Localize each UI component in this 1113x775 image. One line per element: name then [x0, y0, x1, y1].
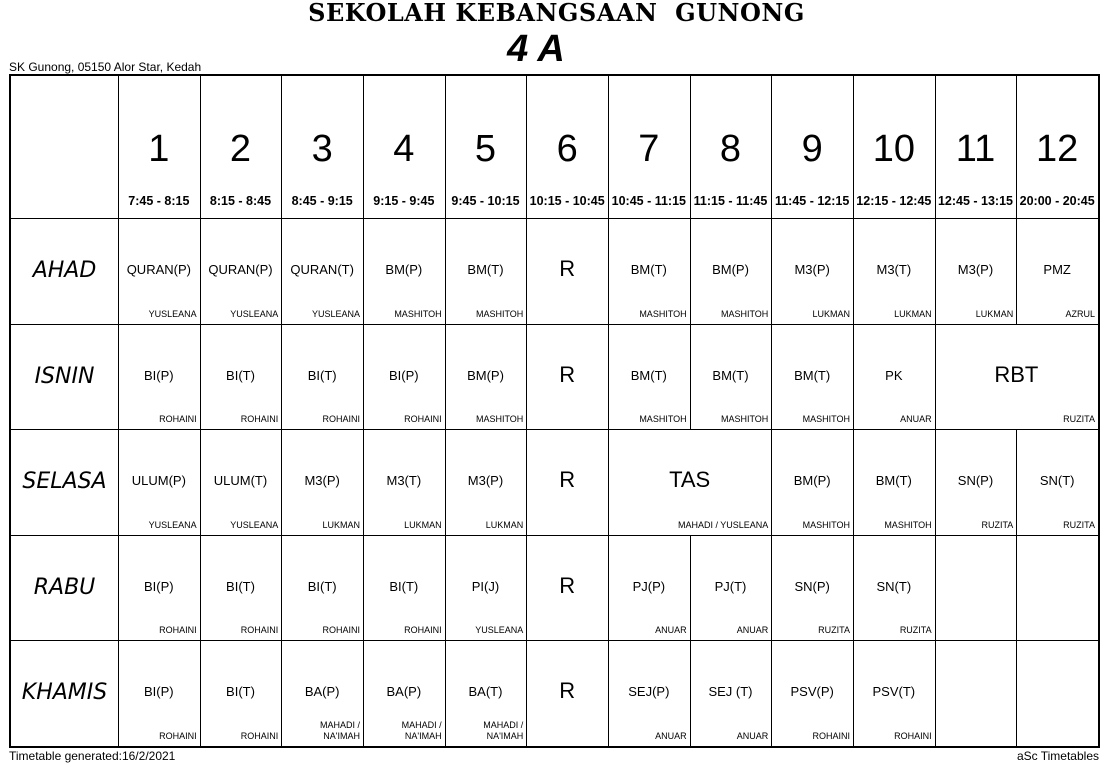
- lesson-subject: BI(P): [144, 578, 174, 594]
- lesson-cell: [363, 640, 445, 746]
- lesson-cell: [935, 324, 1098, 430]
- lesson-cell: [363, 429, 445, 535]
- lesson-cell: [771, 640, 853, 746]
- period-time: 11:15 - 11:45: [693, 194, 768, 208]
- lesson-subject: M3(T): [386, 473, 422, 489]
- lesson-cell: [771, 535, 853, 641]
- lesson-subject: BM(P): [467, 367, 504, 383]
- lesson-teacher: MASHITOH: [475, 414, 524, 425]
- lesson-teacher: MASHITOH: [720, 308, 769, 319]
- lesson-teacher: ROHAINI: [404, 625, 442, 636]
- period-number: 6: [556, 128, 578, 170]
- lesson-teacher: YUSLEANA: [230, 308, 279, 319]
- period-header: [935, 76, 1017, 218]
- lesson-subject: BI(P): [144, 684, 174, 700]
- lesson-subject: QURAN(T): [290, 262, 354, 277]
- column-divider: [445, 76, 446, 218]
- day-cell: [11, 324, 118, 430]
- period-time: 11:45 - 12:15: [774, 194, 850, 208]
- lesson-cell: [118, 324, 200, 430]
- lesson-subject: QURAN(P): [208, 262, 273, 277]
- period-number: 7: [638, 128, 660, 170]
- period-number: 12: [1036, 128, 1079, 170]
- lesson-subject: BI(T): [389, 578, 419, 594]
- lesson-teacher: RUZITA: [1063, 414, 1095, 425]
- lesson-teacher: MAHADI / NA'IMAH: [483, 719, 524, 741]
- period-time: 10:15 - 10:45: [529, 194, 605, 208]
- day-cell: [11, 429, 118, 535]
- period-time: 7:45 - 8:15: [128, 194, 190, 208]
- lesson-teacher: RUZITA: [818, 625, 850, 636]
- lesson-subject: BI(P): [144, 367, 174, 383]
- period-header: [1016, 76, 1098, 218]
- lesson-teacher: ANUAR: [736, 730, 769, 741]
- lesson-subject: R: [559, 467, 576, 493]
- lesson-teacher: MASHITOH: [394, 308, 442, 319]
- lesson-teacher: MAHADI / YUSLEANA: [677, 519, 769, 530]
- lesson-cell: [363, 218, 445, 324]
- lesson-cell: [690, 640, 772, 746]
- lesson-teacher: RUZITA: [899, 625, 932, 636]
- lesson-cell: [608, 218, 690, 324]
- lesson-teacher: MASHITOH: [802, 414, 850, 425]
- lesson-cell: [935, 535, 1017, 641]
- brand-label: aSc Timetables: [1016, 749, 1099, 763]
- school-address: SK Gunong, 05150 Alor Star, Kedah: [9, 60, 202, 74]
- lesson-subject: M3(P): [957, 262, 994, 277]
- lesson-teacher: LUKMAN: [485, 519, 524, 530]
- period-header: [608, 76, 690, 218]
- timetable-grid: [9, 74, 1100, 748]
- lesson-teacher: ANUAR: [655, 625, 687, 636]
- lesson-subject: M3(P): [467, 473, 504, 489]
- lesson-cell: [445, 429, 527, 535]
- lesson-subject: BM(T): [630, 262, 667, 277]
- lesson-teacher: LUKMAN: [322, 519, 360, 530]
- lesson-teacher: MAHADI / NA'IMAH: [319, 719, 360, 741]
- lesson-subject: BM(T): [630, 367, 667, 383]
- lesson-teacher: ROHAINI: [240, 414, 279, 425]
- day-cell: [11, 218, 118, 324]
- lesson-subject: PMZ: [1043, 262, 1071, 277]
- lesson-cell: [526, 324, 608, 430]
- lesson-subject: BM(T): [875, 473, 912, 489]
- lesson-subject: SN(T): [1039, 473, 1075, 489]
- lesson-teacher: MASHITOH: [720, 414, 769, 425]
- lesson-subject: PJ(P): [632, 578, 666, 594]
- lesson-cell: [526, 535, 608, 641]
- lesson-subject: BA(P): [386, 684, 422, 700]
- period-header: [445, 76, 527, 218]
- period-time: 20:00 - 20:45: [1019, 194, 1095, 208]
- lesson-teacher: LUKMAN: [894, 308, 932, 319]
- lesson-subject: SN(T): [876, 578, 912, 594]
- period-number: 4: [393, 128, 415, 170]
- lesson-cell: [608, 429, 771, 535]
- lesson-teacher: AZRUL: [1065, 308, 1095, 319]
- lesson-subject: BI(T): [226, 684, 255, 700]
- lesson-cell: [771, 324, 853, 430]
- lesson-cell: [771, 218, 853, 324]
- period-header: [363, 76, 445, 218]
- lesson-teacher: MASHITOH: [802, 519, 850, 530]
- period-time: 8:45 - 9:15: [291, 194, 353, 208]
- lesson-subject: BM(T): [467, 262, 504, 277]
- lesson-teacher: ROHAINI: [159, 625, 197, 636]
- lesson-cell: [200, 535, 282, 641]
- lesson-cell: [200, 640, 282, 746]
- lesson-subject: R: [559, 572, 576, 598]
- lesson-teacher: MAHADI / NA'IMAH: [401, 719, 442, 741]
- lesson-teacher: ROHAINI: [240, 625, 279, 636]
- lesson-teacher: ROHAINI: [404, 414, 442, 425]
- lesson-teacher: ROHAINI: [812, 730, 850, 741]
- period-header: [200, 76, 282, 218]
- column-divider: [771, 76, 772, 218]
- period-number: 9: [801, 128, 823, 170]
- lesson-cell: [771, 429, 853, 535]
- lesson-cell: [200, 324, 282, 430]
- lesson-cell: [853, 324, 935, 430]
- day-name: ISNIN: [34, 363, 95, 389]
- lesson-subject: BM(T): [712, 367, 749, 383]
- lesson-cell: [445, 535, 527, 641]
- lesson-teacher: ANUAR: [655, 730, 687, 741]
- lesson-subject: SEJ (T): [708, 684, 753, 700]
- lesson-teacher: YUSLEANA: [148, 308, 197, 319]
- column-divider: [853, 76, 854, 218]
- period-number: 8: [719, 128, 742, 170]
- lesson-cell: [118, 218, 200, 324]
- lesson-cell: [526, 640, 608, 746]
- lesson-cell: [281, 218, 363, 324]
- lesson-cell: [1016, 429, 1098, 535]
- column-divider: [363, 76, 364, 218]
- lesson-cell: [853, 640, 935, 746]
- lesson-subject: PK: [885, 367, 903, 383]
- period-number: 10: [872, 128, 915, 170]
- lesson-subject: SN(P): [794, 578, 830, 594]
- lesson-subject: PJ(T): [714, 578, 747, 594]
- day-name: SELASA: [22, 469, 107, 495]
- lesson-cell: [363, 324, 445, 430]
- period-time: 8:15 - 8:45: [209, 194, 272, 208]
- lesson-cell: [118, 640, 200, 746]
- lesson-cell: [853, 218, 935, 324]
- column-divider: [200, 76, 201, 218]
- lesson-subject: BI(T): [307, 578, 337, 594]
- lesson-teacher: MASHITOH: [884, 519, 932, 530]
- lesson-teacher: YUSLEANA: [230, 519, 279, 530]
- day-cell: [11, 640, 118, 746]
- lesson-cell: [526, 429, 608, 535]
- column-divider: [608, 76, 609, 218]
- lesson-teacher: ANUAR: [736, 625, 769, 636]
- lesson-cell: [935, 218, 1017, 324]
- lesson-subject: M3(T): [876, 262, 912, 277]
- lesson-teacher: MASHITOH: [475, 308, 524, 319]
- lesson-subject: BM(P): [385, 262, 423, 277]
- lesson-cell: [853, 429, 935, 535]
- lesson-subject: BA(T): [468, 684, 503, 700]
- period-header: [281, 76, 363, 218]
- period-number: 2: [229, 128, 252, 170]
- lesson-cell: [445, 218, 527, 324]
- period-number: 1: [148, 128, 170, 170]
- lesson-cell: [690, 218, 772, 324]
- lesson-teacher: YUSLEANA: [311, 308, 360, 319]
- column-divider: [690, 76, 691, 218]
- lesson-subject: R: [559, 678, 576, 704]
- lesson-cell: [363, 535, 445, 641]
- period-time: 12:15 - 12:45: [856, 194, 932, 208]
- period-time: 9:15 - 9:45: [373, 194, 435, 208]
- period-number: 5: [474, 128, 497, 170]
- lesson-cell: [690, 324, 772, 430]
- lesson-teacher: ROHAINI: [322, 414, 360, 425]
- period-time: 10:45 - 11:15: [611, 194, 686, 208]
- lesson-teacher: ROHAINI: [240, 730, 279, 741]
- lesson-teacher: ROHAINI: [894, 730, 932, 741]
- column-divider: [935, 76, 936, 218]
- lesson-cell: [445, 324, 527, 430]
- lesson-subject: PI(J): [471, 578, 500, 594]
- lesson-cell: [526, 218, 608, 324]
- lesson-cell: [281, 535, 363, 641]
- lesson-cell: [608, 640, 690, 746]
- generated-date: Timetable generated:16/2/2021: [9, 749, 176, 763]
- lesson-cell: [118, 535, 200, 641]
- lesson-cell: [200, 218, 282, 324]
- column-divider: [281, 76, 282, 218]
- lesson-subject: SEJ(P): [628, 684, 670, 700]
- period-header: [690, 76, 772, 218]
- lesson-cell: [281, 429, 363, 535]
- lesson-subject: ULUM(T): [213, 473, 268, 489]
- lesson-cell: [1016, 218, 1098, 324]
- lesson-teacher: LUKMAN: [975, 308, 1014, 319]
- period-header: [118, 76, 200, 218]
- lesson-teacher: LUKMAN: [404, 519, 442, 530]
- lesson-cell: [281, 640, 363, 746]
- lesson-subject: BI(T): [226, 367, 255, 383]
- lesson-teacher: ROHAINI: [159, 414, 197, 425]
- lesson-subject: R: [559, 256, 576, 281]
- lesson-subject: R: [559, 361, 576, 387]
- lesson-teacher: MASHITOH: [639, 414, 687, 425]
- lesson-cell: [935, 429, 1017, 535]
- lesson-cell: [1016, 535, 1098, 641]
- lesson-cell: [281, 324, 363, 430]
- lesson-subject: SN(P): [957, 473, 994, 489]
- lesson-teacher: YUSLEANA: [148, 519, 197, 530]
- column-divider: [1016, 76, 1017, 218]
- lesson-teacher: ROHAINI: [159, 730, 197, 741]
- lesson-subject: M3(P): [304, 473, 340, 489]
- lesson-subject: PSV(T): [872, 684, 916, 700]
- lesson-cell: [118, 429, 200, 535]
- day-cell: [11, 535, 118, 641]
- lesson-subject: BI(T): [307, 367, 337, 383]
- day-name: KHAMIS: [21, 680, 108, 706]
- lesson-teacher: RUZITA: [1063, 519, 1095, 530]
- column-divider: [526, 76, 527, 218]
- lesson-subject: ULUM(P): [131, 473, 186, 489]
- lesson-subject: TAS: [669, 467, 711, 493]
- day-name: AHAD: [32, 258, 97, 283]
- day-name: RABU: [33, 574, 96, 600]
- lesson-subject: RBT: [994, 361, 1039, 387]
- lesson-subject: BM(P): [793, 473, 831, 489]
- lesson-cell: [853, 535, 935, 641]
- lesson-teacher: LUKMAN: [812, 308, 850, 319]
- class-name: 4 A: [507, 28, 565, 70]
- lesson-teacher: ROHAINI: [322, 625, 360, 636]
- school-name: SEKOLAH KEBANGSAAN GUNONG: [308, 0, 805, 27]
- lesson-teacher: MASHITOH: [639, 308, 687, 319]
- lesson-teacher: RUZITA: [981, 519, 1014, 530]
- lesson-cell: [1016, 640, 1098, 746]
- period-number: 11: [955, 128, 996, 170]
- period-time: 12:45 - 13:15: [937, 194, 1014, 208]
- period-header: [853, 76, 935, 218]
- lesson-subject: BM(P): [712, 262, 749, 277]
- lesson-subject: BM(T): [794, 367, 831, 383]
- lesson-teacher: YUSLEANA: [475, 625, 524, 636]
- lesson-teacher: ANUAR: [900, 414, 932, 425]
- lesson-subject: BI(T): [226, 578, 255, 594]
- period-header: [526, 76, 608, 218]
- lesson-cell: [690, 535, 772, 641]
- lesson-subject: QURAN(P): [126, 262, 191, 277]
- lesson-subject: BI(P): [389, 367, 419, 383]
- lesson-subject: BA(P): [304, 684, 340, 700]
- lesson-cell: [935, 640, 1017, 746]
- lesson-subject: M3(P): [794, 262, 830, 277]
- lesson-cell: [608, 324, 690, 430]
- lesson-cell: [608, 535, 690, 641]
- period-number: 3: [311, 128, 333, 170]
- period-header: [771, 76, 853, 218]
- lesson-cell: [200, 429, 282, 535]
- period-time: 9:45 - 10:15: [451, 194, 520, 208]
- lesson-subject: PSV(P): [790, 684, 834, 700]
- lesson-cell: [445, 640, 527, 746]
